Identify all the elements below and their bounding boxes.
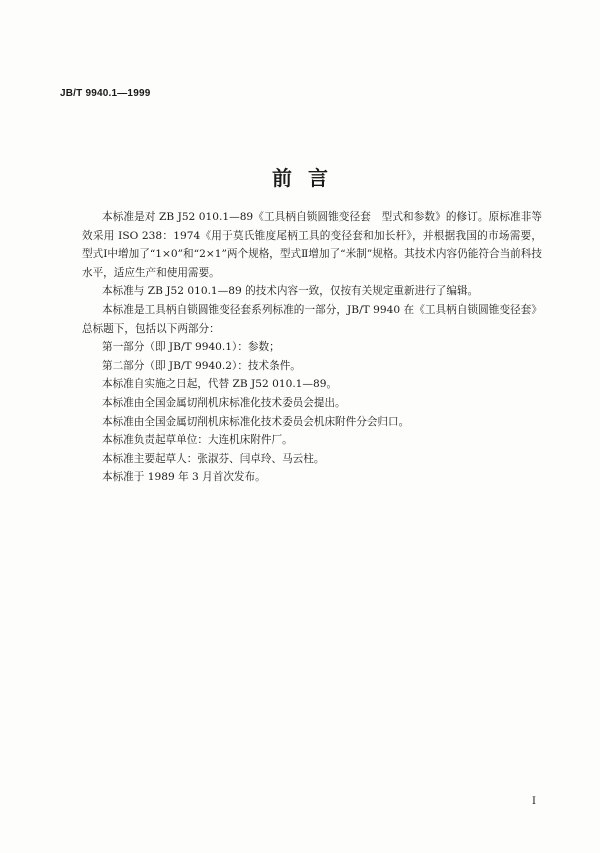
paragraph-part-two: 第二部分（即 JB/T 9940.2）：技术条件。 [102,359,301,372]
paragraph-proposed-by: 本标准由全国金属切削机床标准化技术委员会提出。 [102,396,346,409]
paragraph-technical-content: 本标准与 ZB J52 010.1—89 的技术内容一致，仅按有关规定重新进行了编辑。 [102,285,479,298]
paragraph-first-issued: 本标准于 1989 年 3 月首次发布。 [102,471,266,484]
paragraph-drafting-unit: 本标准负责起草单位：大连机床附件厂。 [102,434,293,447]
page-title: 前言 [272,166,344,190]
foreword-body [82,208,542,487]
paragraph-revision: 本标准是对 ZB J52 010.1—89《工具柄自锁圆锥变径套 型式和参数》的修订。原标准非等效采用 ISO 238：1974《用于莫氏锥度尾柄工具的变径套和加长杆》，并根据我国的市场需要，型式Ⅰ中增加了“1×0”和“2×1”两个规格，型式Ⅱ增加了“米制”规格。其技术内容仍能符合当前科技水平，适应生产和使用需要。 [82,211,542,279]
paragraph-administered-by: 本标准由全国金属切削机床标准化技术委员会机床附件分会归口。 [102,415,410,428]
paragraph-part-one: 第一部分（即 JB/T 9940.1）：参数； [102,341,280,354]
paragraph-series: 本标准是工具柄自锁圆锥变径套系列标准的一部分，JB/T 9940 在《工具柄自锁圆锥变径套》总标题下，包括以下两部分： [82,303,542,335]
paragraph-replaces: 本标准自实施之日起，代替 ZB J52 010.1—89。 [102,378,338,391]
paragraph-drafters: 本标准主要起草人：张淑芬、闫卓玲、马云柱。 [102,452,325,465]
standard-code: JB/T 9940.1—1999 [60,88,151,99]
page-number: I [532,796,536,807]
